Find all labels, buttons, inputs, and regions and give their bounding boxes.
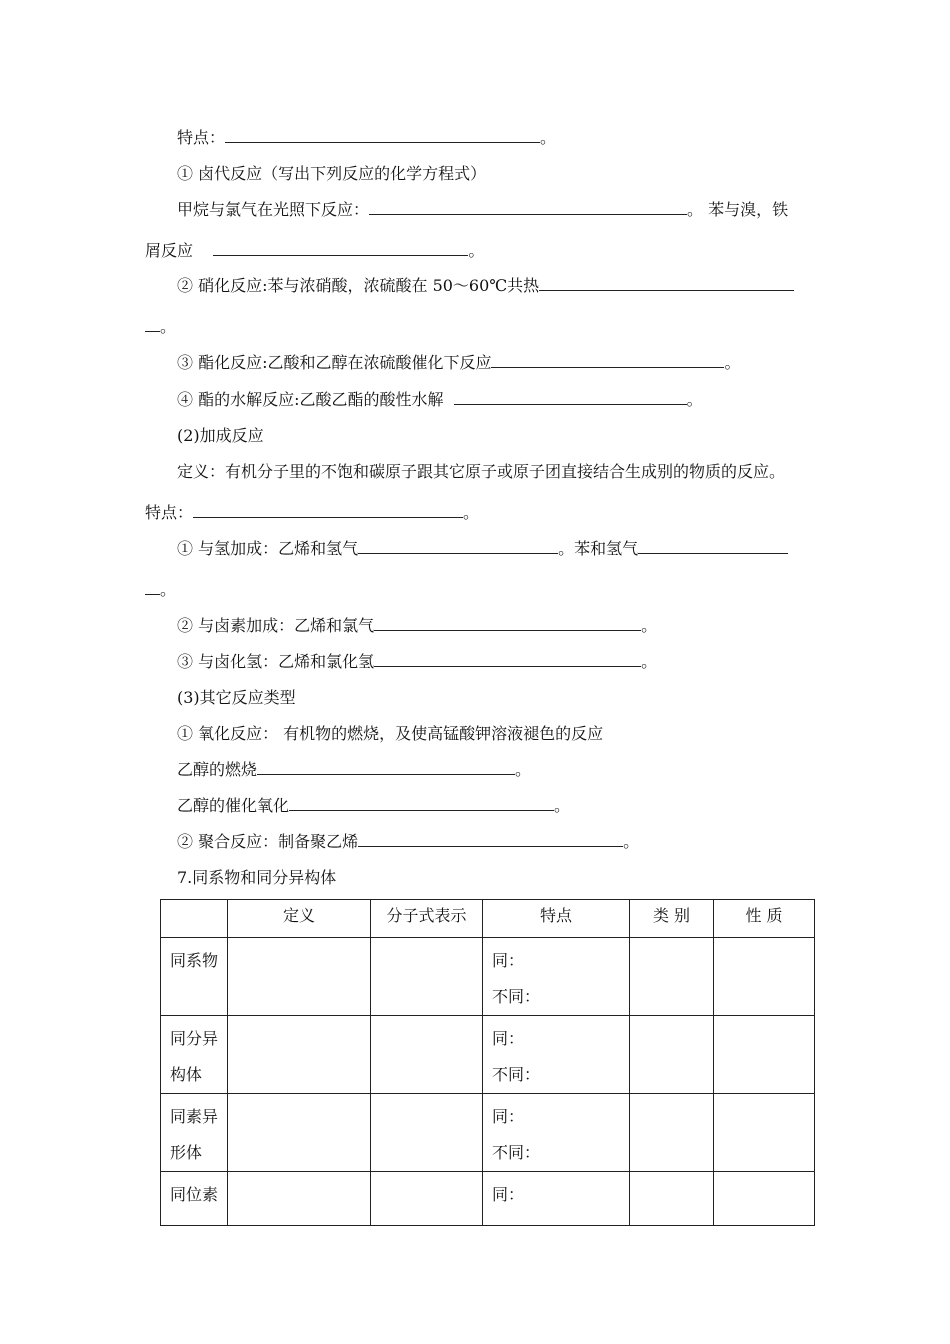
features-line-2 — [145, 502, 479, 524]
line-end: 。 — [515, 760, 532, 779]
diff-label: 不同： — [492, 1143, 541, 1162]
hydrogen-addition-line — [177, 538, 788, 560]
answer-blank[interactable] — [225, 127, 540, 143]
line-end: 。 — [554, 796, 571, 815]
answer-blank[interactable] — [638, 538, 788, 554]
row-name: 同系物 — [170, 951, 219, 970]
answer-blank[interactable] — [374, 615, 641, 631]
ethanol-burn-label: 乙醇的燃烧 — [177, 760, 258, 779]
other-types-title: (3)其它反应类型 — [177, 688, 296, 707]
line-end: 。 苯与溴，铁 — [687, 200, 789, 219]
answer-blank[interactable] — [289, 795, 554, 811]
row-name: 同素异 — [170, 1107, 219, 1126]
row-name: 同位素 — [170, 1185, 219, 1204]
property-cell[interactable] — [714, 1172, 815, 1226]
answer-blank[interactable] — [257, 759, 515, 775]
addition-definition: 定义：有机分子里的不饱和碳原子跟其它原子或原子团直接结合生成别的物质的反应。 — [177, 462, 786, 481]
table-header-cell: 定义 — [228, 900, 371, 938]
category-cell[interactable] — [630, 1094, 714, 1172]
answer-blank[interactable] — [491, 352, 724, 368]
hydrogen-halide-line — [177, 651, 657, 673]
features-label: 特点： — [177, 128, 226, 147]
line-end: 。 — [686, 390, 703, 409]
table-header-cell — [161, 900, 228, 938]
line-end: 。 — [641, 616, 658, 635]
answer-blank[interactable] — [539, 275, 794, 291]
table-header-cell: 类 别 — [630, 900, 714, 938]
methane-chlorine-line — [177, 199, 788, 221]
methane-chlorine-label: 甲烷与氯气在光照下反应： — [177, 200, 370, 219]
table-row — [161, 1094, 815, 1172]
definition-cell[interactable] — [228, 1094, 371, 1172]
line-end: 。 — [468, 241, 485, 260]
category-cell[interactable] — [630, 1172, 714, 1226]
hydrogen-addition-label: ① 与氢加成：乙烯和氢气 — [177, 539, 359, 558]
features-label: 特点： — [145, 503, 194, 522]
diff-label: 不同： — [492, 987, 541, 1006]
benzene-hydrogen-label: 。苯和氢气 — [558, 539, 639, 558]
oxidation-line: ① 氧化反应： 有机物的燃烧，及使高锰酸钾溶液褪色的反应 — [177, 724, 604, 743]
table-row — [161, 1172, 815, 1226]
formula-cell[interactable] — [371, 1172, 483, 1226]
diff-label: 不同： — [492, 1065, 541, 1084]
line-end: 。 — [641, 652, 658, 671]
same-label: 同： — [492, 1029, 525, 1048]
answer-blank[interactable] — [145, 579, 160, 595]
answer-blank[interactable] — [369, 199, 687, 215]
features-line-1 — [177, 127, 556, 149]
category-cell[interactable] — [630, 1016, 714, 1094]
feature-cell[interactable] — [483, 1172, 630, 1226]
row-name-cont: 构体 — [170, 1065, 203, 1084]
answer-blank[interactable] — [145, 316, 160, 332]
same-label: 同： — [492, 1107, 525, 1126]
esterification-line — [177, 352, 741, 374]
hydrolysis-label: ④ 酯的水解反应:乙酸乙酯的酸性水解 — [177, 390, 444, 409]
halogen-addition-line — [177, 615, 657, 637]
definition-cell[interactable] — [228, 1016, 371, 1094]
hydrogen-halide-label: ③ 与卤化氢：乙烯和氯化氢 — [177, 652, 375, 671]
feature-cell[interactable] — [483, 938, 630, 1016]
formula-cell[interactable] — [371, 938, 483, 1016]
definition-cell[interactable] — [228, 938, 371, 1016]
definition-cell[interactable] — [228, 1172, 371, 1226]
line-end: 。 — [160, 317, 177, 336]
ethanol-catalytic-line — [177, 795, 570, 817]
hydrogen-addition-cont — [145, 579, 176, 601]
row-name: 同分异 — [170, 1029, 219, 1048]
line-end: 。 — [160, 580, 177, 599]
same-label: 同： — [492, 1185, 525, 1204]
line-end: 。 — [463, 503, 480, 522]
line-end: 。 — [623, 832, 640, 851]
formula-cell[interactable] — [371, 1094, 483, 1172]
ethanol-catalytic-label: 乙醇的催化氧化 — [177, 796, 290, 815]
property-cell[interactable] — [714, 1016, 815, 1094]
halogenation-heading: ① 卤代反应（写出下列反应的化学方程式） — [177, 164, 487, 183]
property-cell[interactable] — [714, 1094, 815, 1172]
feature-cell[interactable] — [483, 1016, 630, 1094]
row-name-cell — [161, 1094, 228, 1172]
halogen-addition-label: ② 与卤素加成：乙烯和氯气 — [177, 616, 375, 635]
table-row — [161, 938, 815, 1016]
polymerization-label: ② 聚合反应：制备聚乙烯 — [177, 832, 359, 851]
row-name-cell — [161, 1172, 228, 1226]
polymerization-line — [177, 831, 639, 853]
table-header-cell: 分子式表示 — [371, 900, 483, 938]
addition-title: (2)加成反应 — [177, 426, 264, 445]
line-end: 。 — [540, 128, 557, 147]
table-header-cell: 特点 — [483, 900, 630, 938]
hydrolysis-line — [177, 389, 703, 411]
feature-cell[interactable] — [483, 1094, 630, 1172]
nitration-line — [177, 275, 794, 297]
section-7-title: 7.同系物和同分异构体 — [177, 868, 337, 887]
answer-blank[interactable] — [358, 831, 623, 847]
answer-blank[interactable] — [193, 502, 463, 518]
iron-filings-label: 屑反应 — [145, 241, 194, 260]
row-name-cell — [161, 1016, 228, 1094]
answer-blank[interactable] — [454, 389, 687, 405]
nitration-label: ② 硝化反应:苯与浓硝酸，浓硫酸在 50～60℃共热 — [177, 276, 540, 295]
answer-blank[interactable] — [213, 240, 468, 256]
category-cell[interactable] — [630, 938, 714, 1016]
table-header-cell: 性 质 — [714, 900, 815, 938]
same-label: 同： — [492, 951, 525, 970]
line-end: 。 — [724, 353, 741, 372]
iron-filings-line — [145, 240, 484, 262]
ethanol-burn-line — [177, 759, 531, 781]
answer-blank[interactable] — [358, 538, 558, 554]
nitration-line-cont — [145, 316, 176, 338]
property-cell[interactable] — [714, 938, 815, 1016]
table-header-row — [161, 900, 815, 938]
comparison-table — [160, 899, 815, 1226]
row-name-cell — [161, 938, 228, 1016]
answer-blank[interactable] — [374, 651, 641, 667]
table-row — [161, 1016, 815, 1094]
row-name-cont: 形体 — [170, 1143, 203, 1162]
formula-cell[interactable] — [371, 1016, 483, 1094]
esterification-label: ③ 酯化反应:乙酸和乙醇在浓硫酸催化下反应 — [177, 353, 492, 372]
